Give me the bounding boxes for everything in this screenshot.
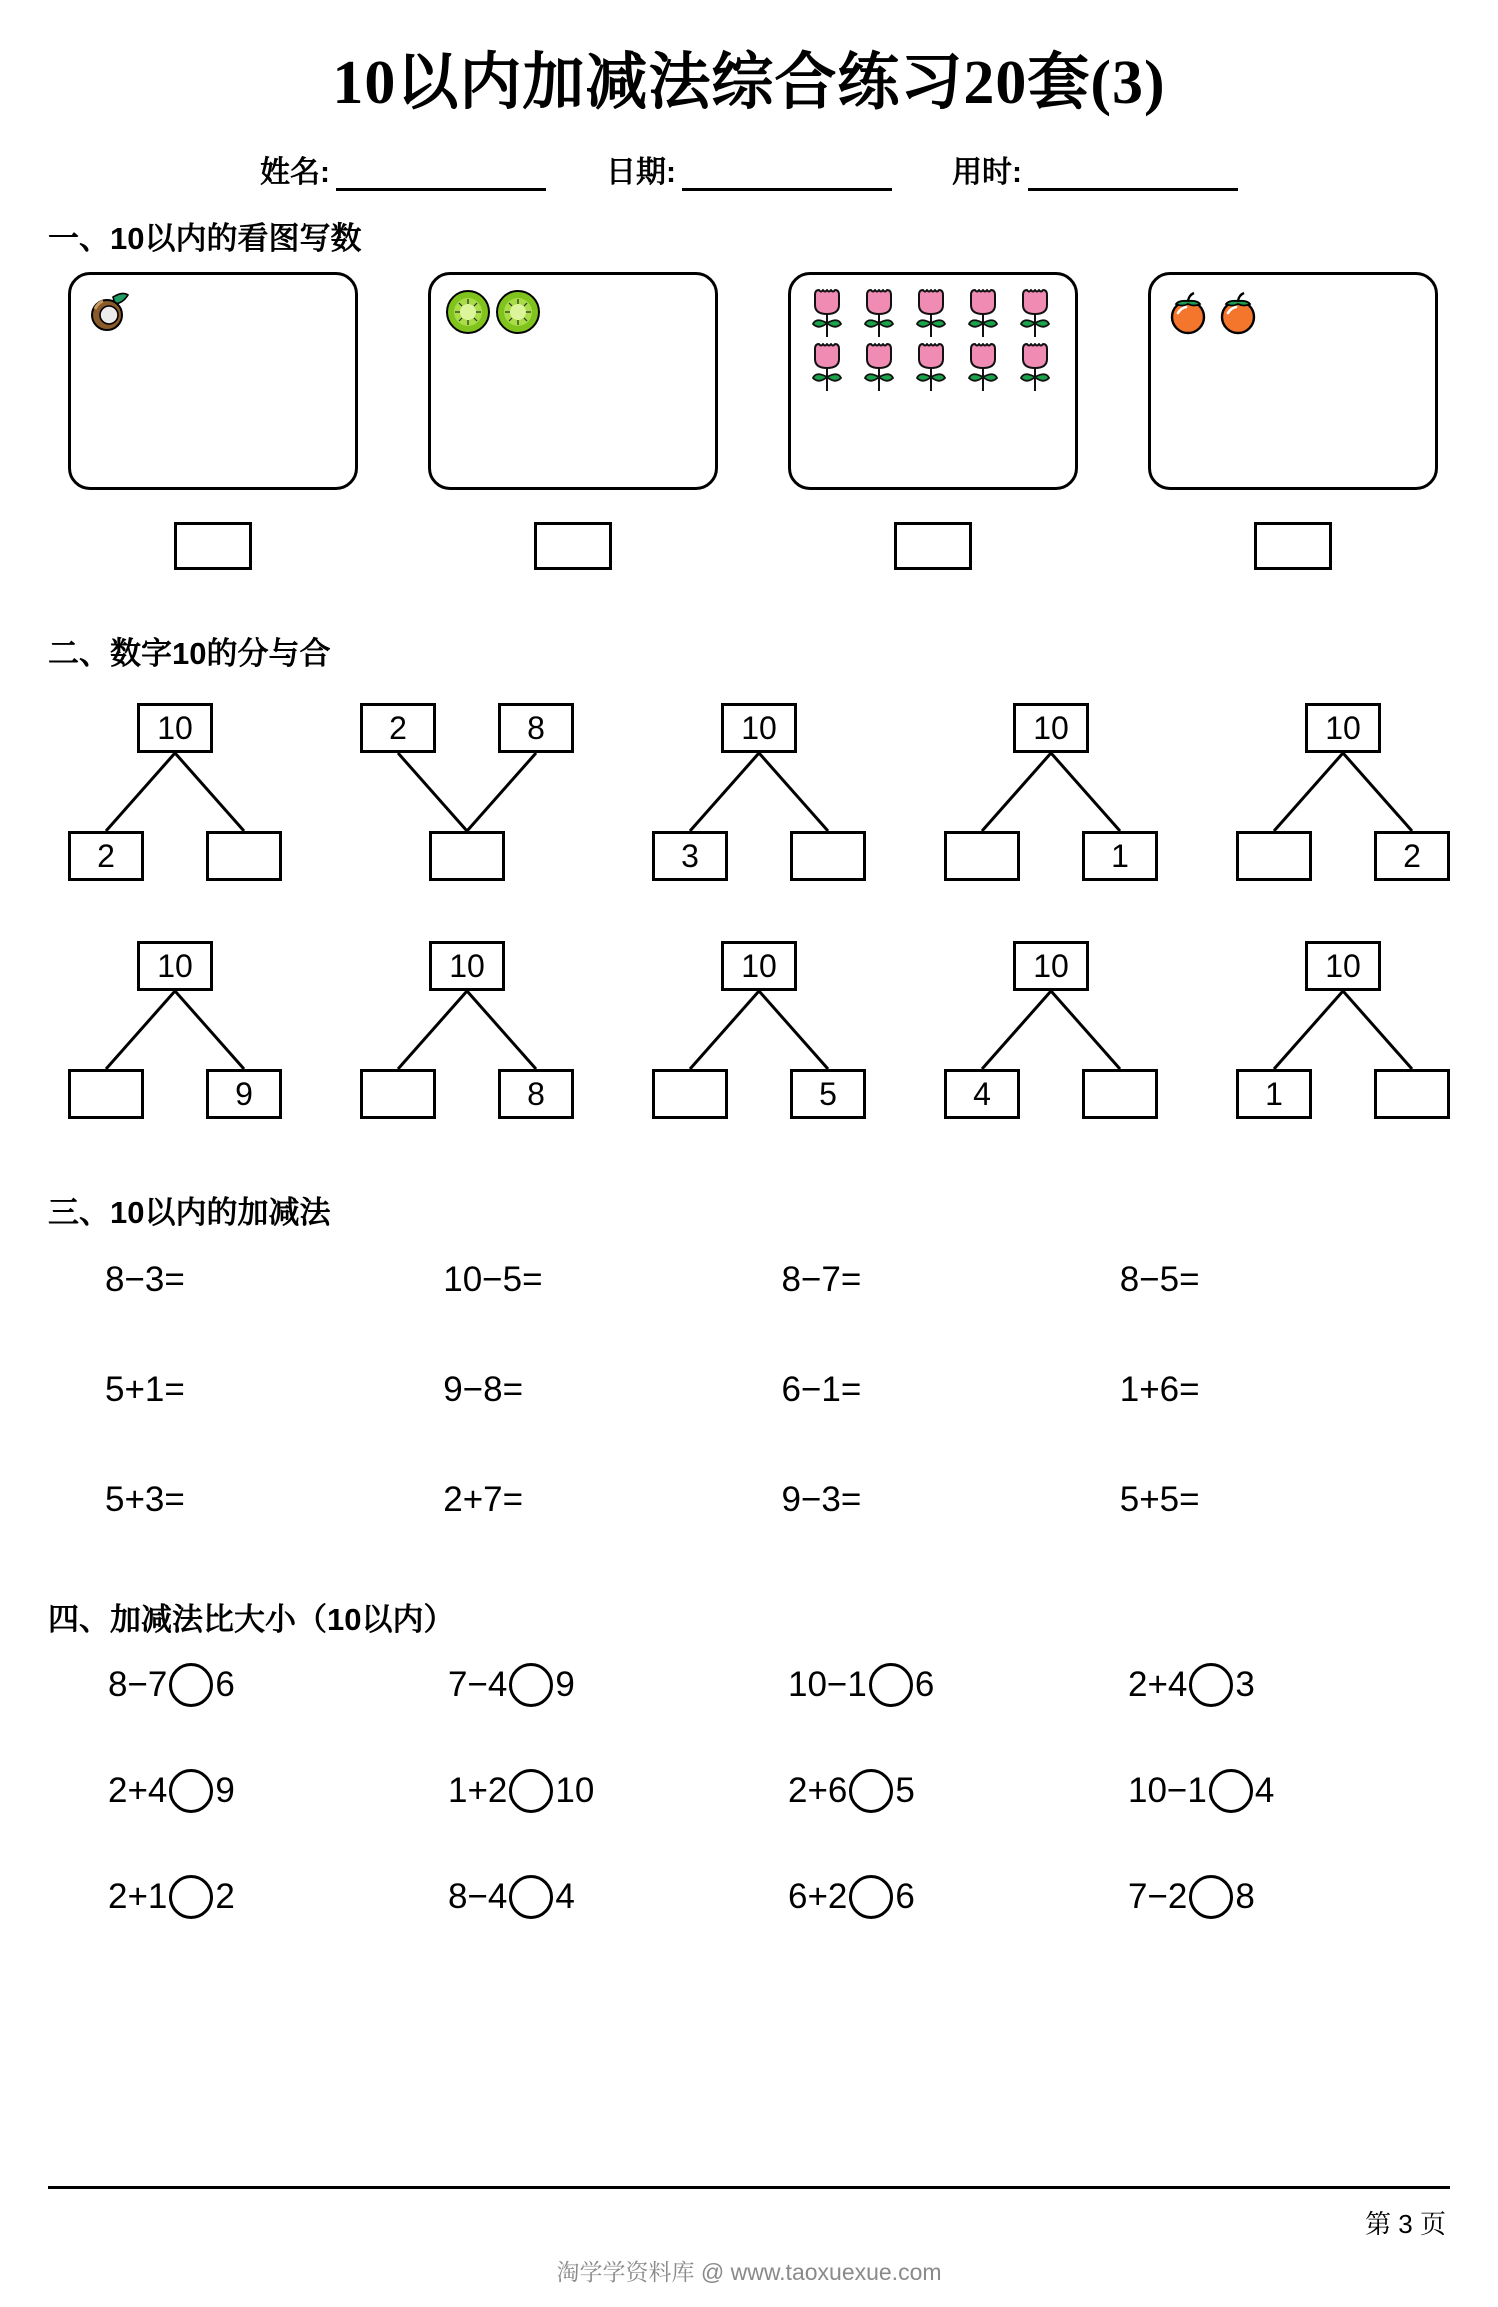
comparison-left: 8−4: [448, 1877, 508, 1916]
date-field[interactable]: [606, 147, 892, 191]
comparison-answer-circle[interactable]: [509, 1769, 553, 1813]
comparison-problem: [108, 1769, 448, 1813]
persimmon-icon: [1163, 287, 1213, 337]
comparison-answer-circle[interactable]: [169, 1769, 213, 1813]
comparison-problem: [108, 1875, 448, 1919]
bond-node-right[interactable]: [1374, 1069, 1450, 1119]
persimmon-icon: [1213, 287, 1263, 337]
bond-node-left[interactable]: [652, 1069, 728, 1119]
student-meta-row: [0, 147, 1498, 191]
name-field[interactable]: [260, 147, 546, 191]
arithmetic-grid: [0, 1238, 1498, 1520]
comparison-answer-circle[interactable]: [509, 1663, 553, 1707]
bond-node-bottom[interactable]: [429, 831, 505, 881]
tulip-icon: [853, 285, 905, 339]
comparison-right: 3: [1235, 1665, 1255, 1704]
bond-node-top[interactable]: 10: [721, 941, 797, 991]
comparison-right: 8: [1235, 1877, 1255, 1916]
kiwi-icon: [493, 287, 543, 337]
bond-node-top[interactable]: 10: [1013, 941, 1089, 991]
arithmetic-problem[interactable]: 10−5=: [443, 1260, 543, 1299]
picture-count-item: [788, 272, 1078, 570]
number-bond: [644, 703, 874, 883]
bond-node-left[interactable]: [944, 831, 1020, 881]
bond-node-left[interactable]: 4: [944, 1069, 1020, 1119]
tulip-icon: [905, 339, 957, 393]
watermark-text: 淘学学资料库 @ www.taoxuexue.com: [556, 2259, 942, 2285]
bond-node-top[interactable]: 10: [1305, 941, 1381, 991]
tulip-icon: [801, 339, 853, 393]
bond-node-top-left[interactable]: 2: [360, 703, 436, 753]
comparison-problem: [1128, 1769, 1468, 1813]
comparison-answer-circle[interactable]: [849, 1769, 893, 1813]
bond-node-right[interactable]: 8: [498, 1069, 574, 1119]
name-write-line[interactable]: [336, 158, 546, 191]
comparison-left: 2+4: [1128, 1665, 1188, 1704]
arithmetic-problem[interactable]: 8−7=: [781, 1260, 862, 1299]
arithmetic-problem[interactable]: 5+3=: [105, 1480, 185, 1519]
arithmetic-problem[interactable]: 9−3=: [781, 1480, 862, 1519]
section-3-heading: 三、10以内的加减法: [48, 1195, 331, 1230]
count-answer-box[interactable]: [1254, 522, 1332, 570]
bond-node-top[interactable]: 10: [137, 941, 213, 991]
comparison-answer-circle[interactable]: [1189, 1663, 1233, 1707]
duration-label: 用时:: [952, 156, 1022, 189]
bond-node-left[interactable]: 3: [652, 831, 728, 881]
number-bond: [936, 703, 1166, 883]
bond-node-top[interactable]: 10: [721, 703, 797, 753]
name-label: 姓名:: [260, 156, 330, 189]
bond-node-right[interactable]: 5: [790, 1069, 866, 1119]
comparison-problem: [788, 1663, 1128, 1707]
comparison-right: 6: [215, 1665, 235, 1704]
comparison-problem: [1128, 1875, 1468, 1919]
duration-write-line[interactable]: [1028, 158, 1238, 191]
comparison-answer-circle[interactable]: [849, 1875, 893, 1919]
comparison-left: 1+2: [448, 1771, 508, 1810]
picture-box: [68, 272, 358, 490]
footer-divider: [48, 2186, 1450, 2189]
comparison-left: 10−1: [788, 1665, 867, 1704]
section-1-heading: 一、10以内的看图写数: [48, 221, 362, 256]
date-write-line[interactable]: [682, 158, 892, 191]
comparison-right: 10: [555, 1771, 595, 1810]
arithmetic-problem[interactable]: 8−3=: [105, 1260, 185, 1299]
kiwi-icon: [443, 287, 493, 337]
bond-node-left[interactable]: 1: [1236, 1069, 1312, 1119]
comparison-right: 9: [215, 1771, 235, 1810]
arithmetic-problem[interactable]: 5+1=: [105, 1370, 185, 1409]
tulip-icon: [1009, 339, 1061, 393]
comparison-left: 8−7: [108, 1665, 168, 1704]
comparison-problem: [788, 1875, 1128, 1919]
comparison-answer-circle[interactable]: [509, 1875, 553, 1919]
bond-node-top[interactable]: 10: [137, 703, 213, 753]
arithmetic-problem[interactable]: 8−5=: [1119, 1260, 1200, 1299]
bond-node-top[interactable]: 10: [1013, 703, 1089, 753]
bond-node-right[interactable]: [790, 831, 866, 881]
bond-node-top[interactable]: 10: [1305, 703, 1381, 753]
tulip-icon: [801, 285, 853, 339]
comparison-problem: [108, 1663, 448, 1707]
picture-count-row: [0, 272, 1498, 570]
tulip-icon: [957, 285, 1009, 339]
comparison-answer-circle[interactable]: [169, 1875, 213, 1919]
picture-count-item: [68, 272, 358, 570]
bond-node-top-right[interactable]: 8: [498, 703, 574, 753]
picture-box: [788, 272, 1078, 490]
number-bond: [1228, 703, 1458, 883]
comparison-right: 6: [895, 1877, 915, 1916]
comparison-left: 7−2: [1128, 1877, 1188, 1916]
tulip-icon: [853, 339, 905, 393]
comparison-problem: [1128, 1663, 1468, 1707]
arithmetic-problem[interactable]: 5+5=: [1119, 1480, 1200, 1519]
bond-node-right[interactable]: 1: [1082, 831, 1158, 881]
picture-box: [428, 272, 718, 490]
number-bond: [936, 941, 1166, 1121]
bond-node-top[interactable]: 10: [429, 941, 505, 991]
bond-node-right[interactable]: [206, 831, 282, 881]
arithmetic-problem[interactable]: 6−1=: [781, 1370, 862, 1409]
number-bond: [644, 941, 874, 1121]
comparison-right: 5: [895, 1771, 915, 1810]
comparison-left: 7−4: [448, 1665, 508, 1704]
picture-count-item: [428, 272, 718, 570]
comparison-right: 9: [555, 1665, 575, 1704]
page-number: 第 3 页: [1365, 2209, 1446, 2239]
count-answer-box[interactable]: [534, 522, 612, 570]
number-bond: [352, 941, 582, 1121]
comparison-grid: [0, 1645, 1498, 1919]
bond-node-left[interactable]: [1236, 831, 1312, 881]
number-bond-row-1: [0, 703, 1498, 883]
comparison-answer-circle[interactable]: [1209, 1769, 1253, 1813]
comparison-problem: [788, 1769, 1128, 1813]
page-title: 10以内加减法综合练习20套(3): [332, 49, 1166, 117]
comparison-right: 2: [215, 1877, 235, 1916]
number-bond: [352, 703, 582, 883]
number-bond: [60, 941, 290, 1121]
number-bond: [60, 703, 290, 883]
section-2-heading: 二、数字10的分与合: [48, 636, 331, 671]
tulip-icon: [1009, 285, 1061, 339]
comparison-right: 6: [914, 1665, 935, 1704]
comparison-right: 4: [555, 1877, 575, 1916]
comparison-answer-circle[interactable]: [1189, 1875, 1233, 1919]
bond-node-left[interactable]: [360, 1069, 436, 1119]
comparison-problem: [448, 1875, 788, 1919]
number-bond: [1228, 941, 1458, 1121]
comparison-left: 2+6: [788, 1771, 848, 1810]
comparison-left: 2+4: [108, 1771, 168, 1810]
comparison-problem: [448, 1663, 788, 1707]
bond-node-left[interactable]: 2: [68, 831, 144, 881]
comparison-right: 4: [1254, 1771, 1275, 1810]
count-answer-box[interactable]: [894, 522, 972, 570]
date-label: 日期:: [606, 156, 676, 189]
tulip-icon: [905, 285, 957, 339]
bond-node-right[interactable]: 2: [1374, 831, 1450, 881]
bond-node-right[interactable]: 9: [206, 1069, 282, 1119]
comparison-left: 10−1: [1128, 1771, 1207, 1810]
arithmetic-problem[interactable]: 2+7=: [443, 1480, 524, 1519]
picture-count-item: [1148, 272, 1438, 570]
comparison-answer-circle[interactable]: [869, 1663, 913, 1707]
tulip-icon: [957, 339, 1009, 393]
picture-box: [1148, 272, 1438, 490]
comparison-problem: [448, 1769, 788, 1813]
arithmetic-problem[interactable]: 9−8=: [443, 1370, 524, 1409]
arithmetic-problem[interactable]: 1+6=: [1119, 1370, 1200, 1409]
section-4-heading: 四、加减法比大小（10以内）: [48, 1602, 455, 1637]
bond-node-right[interactable]: [1082, 1069, 1158, 1119]
count-answer-box[interactable]: [174, 522, 252, 570]
number-bond-row-2: [0, 941, 1498, 1121]
coconut-icon: [83, 287, 133, 337]
duration-field[interactable]: [952, 147, 1238, 191]
bond-node-left[interactable]: [68, 1069, 144, 1119]
comparison-left: 2+1: [108, 1877, 168, 1916]
comparison-answer-circle[interactable]: [169, 1663, 213, 1707]
comparison-left: 6+2: [788, 1877, 848, 1916]
